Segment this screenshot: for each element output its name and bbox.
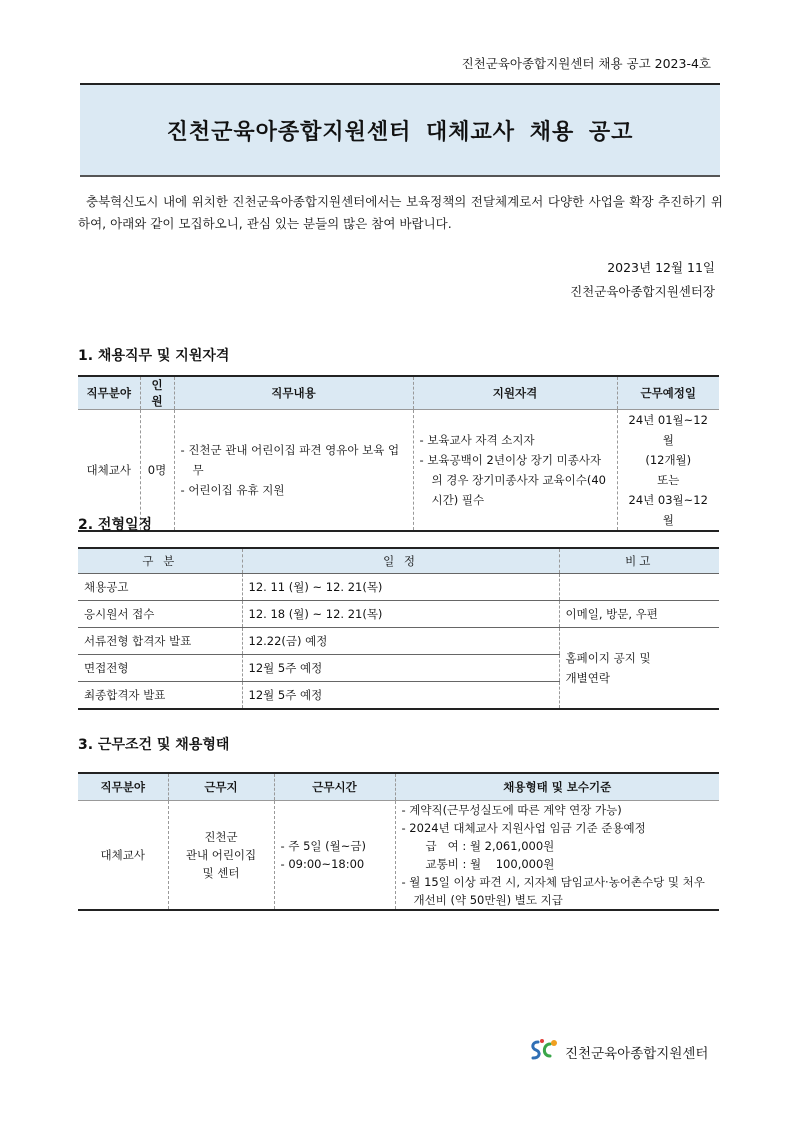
- column-header: 인원: [140, 376, 174, 410]
- employment-terms: [395, 801, 719, 911]
- center-logo-icon: [528, 1038, 560, 1066]
- list-item: - 09:00~18:00: [281, 855, 389, 873]
- notice-number: 진천군육아종합지원센터 채용 공고 2023-4호: [461, 56, 711, 71]
- note-line: 홈페이지 공지 및: [565, 651, 651, 665]
- note-cell: 이메일, 방문, 우편: [559, 601, 719, 628]
- location-line: 관내 어린이집: [185, 848, 257, 862]
- schedule-cell: 12월 5주 예정: [242, 655, 559, 682]
- column-header: 직무내용: [174, 376, 413, 410]
- list-item: - 계약직(근무성실도에 따른 계약 연장 가능): [401, 803, 622, 817]
- stage-cell: 서류전형 합격자 발표: [78, 628, 242, 655]
- period-line: 24년 01월~12월: [628, 413, 708, 447]
- work-hours: [274, 801, 395, 911]
- list-item: - 보육공백이 2년이상 장기 미종사자의 경우 장기미종사자 교육이수(40시간) 필수: [420, 450, 611, 510]
- section-heading-2: 2. 전형일정: [78, 517, 153, 533]
- note-cell: [559, 628, 719, 710]
- issuer: 진천군육아종합지원센터장: [570, 284, 715, 299]
- stage-cell: 응시원서 접수: [78, 601, 242, 628]
- table-row: [78, 628, 719, 655]
- table-header-row: [78, 376, 719, 410]
- list-item: 급 여 : 월 2,061,000원: [425, 839, 555, 853]
- job-qualification-table: [78, 375, 719, 532]
- schedule-cell: 12. 18 (월) ~ 12. 21(목): [242, 601, 559, 628]
- column-header: 비고: [559, 548, 719, 574]
- section-heading-1: 1. 채용직무 및 지원자격: [78, 348, 230, 364]
- list-item: - 주 5일 (월~금): [281, 837, 389, 855]
- column-header: 구 분: [78, 548, 242, 574]
- column-header: 지원자격: [413, 376, 617, 410]
- job-duties: [174, 410, 413, 532]
- column-header: 직무분야: [78, 773, 168, 801]
- column-header: 근무지: [168, 773, 274, 801]
- list-item: - 2024년 대체교사 지원사업 임금 기준 준용예정: [401, 821, 646, 835]
- note-cell: [559, 574, 719, 601]
- column-header: 근무예정일: [617, 376, 719, 410]
- table-row: [78, 574, 719, 601]
- schedule-cell: 12.22(금) 예정: [242, 628, 559, 655]
- work-period: [617, 410, 719, 532]
- period-line: 또는: [657, 473, 680, 487]
- page-title: 진천군육아종합지원센터 대체교사 채용 공고: [166, 119, 634, 145]
- list-item: - 진천군 관내 어린이집 파견 영유아 보육 업무: [181, 440, 407, 480]
- column-header: 직무분야: [78, 376, 140, 410]
- table-row: [78, 410, 719, 532]
- stage-cell: 채용공고: [78, 574, 242, 601]
- location-line: 및 센터: [202, 866, 240, 880]
- table-row: [78, 601, 719, 628]
- table-row: [78, 801, 719, 911]
- location-line: 진천군: [204, 830, 238, 844]
- title-banner: [80, 83, 720, 177]
- work-location: [168, 801, 274, 911]
- table-header-row: [78, 773, 719, 801]
- note-line: 개별연락: [565, 671, 610, 685]
- stage-cell: 최종합격자 발표: [78, 682, 242, 710]
- schedule-cell: 12. 11 (월) ~ 12. 21(목): [242, 574, 559, 601]
- job-field: 대체교사: [100, 848, 145, 862]
- qualifications: [413, 410, 617, 532]
- headcount: 0명: [140, 410, 174, 532]
- schedule-cell: 12월 5주 예정: [242, 682, 559, 710]
- list-item: - 어린이집 유휴 지원: [181, 480, 407, 500]
- section-heading-3: 3. 근무조건 및 채용형태: [78, 737, 230, 753]
- footer-logo: [528, 1038, 708, 1066]
- list-item: - 월 15일 이상 파견 시, 지자체 담임교사·농어촌수당 및 처우개선비 (약 50만원) 별도 지급: [401, 875, 705, 907]
- period-line: (12개월): [645, 453, 692, 467]
- intro-text: 충북혁신도시 내에 위치한 진천군육아종합지원센터에서는 보육정책의 전달체계로서 다양한 사업을 확장 추진하기 위하여, 아래와 같이 모집하오니, 관심 있는 분들의 많은 참여 바랍니다.: [78, 194, 723, 231]
- footer-org-name: 진천군육아종합지원센터: [565, 1046, 709, 1062]
- list-item: - 보육교사 자격 소지자: [420, 430, 611, 450]
- column-header: 채용형태 및 보수기준: [395, 773, 719, 801]
- column-header: 근무시간: [274, 773, 395, 801]
- notice-date: 2023년 12월 11일: [607, 260, 715, 275]
- period-line: 24년 03월~12월: [628, 493, 708, 527]
- column-header: 일 정: [242, 548, 559, 574]
- schedule-table: [78, 547, 719, 710]
- list-item: 교통비 : 월 100,000원: [425, 857, 555, 871]
- work-conditions-table: [78, 772, 719, 911]
- stage-cell: 면접전형: [78, 655, 242, 682]
- job-field: 대체교사: [86, 463, 131, 477]
- table-header-row: [78, 548, 719, 574]
